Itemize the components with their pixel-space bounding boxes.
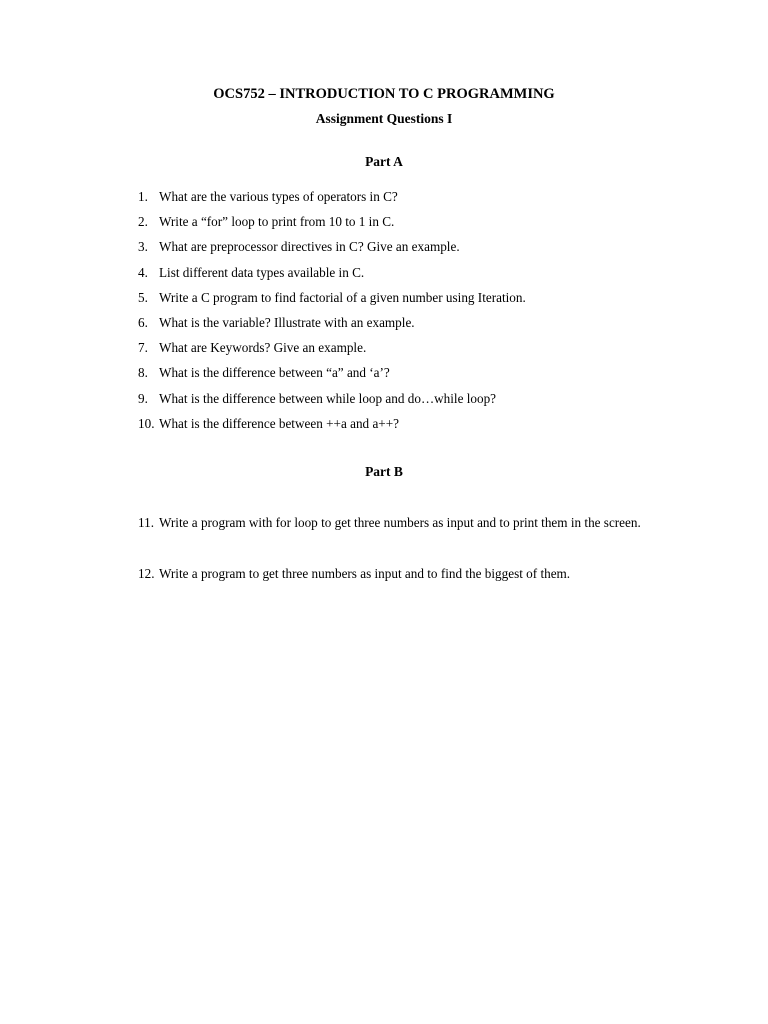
question-number: 5. [138, 289, 148, 305]
question-number: 8. [138, 365, 148, 381]
question-item [0, 561, 768, 586]
question-text: What is the variable? Illustrate with an example. [159, 314, 415, 330]
question-number: 2. [138, 214, 148, 230]
question-item [0, 360, 768, 385]
question-number: 6. [138, 314, 148, 330]
question-item [0, 260, 768, 285]
question-text: What are the various types of operators in C? [159, 189, 398, 204]
question-item [0, 234, 768, 259]
question-item [0, 386, 768, 411]
part-a-heading: Part A [365, 154, 403, 169]
question-text: What are preprocessor directives in C? Give an example. [159, 239, 460, 255]
question-text: What is the difference between ++a and a++? [159, 415, 400, 431]
question-text: Write a C program to find factorial of a given number using Iteration. [159, 289, 526, 305]
question-item [0, 184, 768, 209]
part-b-question-list [0, 510, 768, 586]
question-item [0, 310, 768, 335]
document-title: OCS752 – INTRODUCTION TO C PROGRAMMING [213, 86, 555, 102]
question-text: What is the difference between “a” and ‘a’? [159, 365, 390, 381]
part-b-heading: Part B [365, 464, 403, 479]
question-number: 7. [138, 340, 148, 356]
question-text: What is the difference between while loop and do…while loop? [159, 390, 497, 406]
question-item [0, 285, 768, 310]
part-a-question-list [0, 184, 768, 436]
document-subtitle: Assignment Questions I [315, 111, 453, 126]
question-number: 1. [138, 189, 148, 204]
question-number: 10. [138, 415, 155, 431]
question-number: 4. [138, 264, 148, 280]
question-number: 3. [138, 239, 148, 255]
question-text: Write a “for” loop to print from 10 to 1 in C. [159, 214, 395, 230]
question-number: 12. [138, 566, 155, 581]
question-item [0, 209, 768, 234]
question-item [0, 510, 768, 561]
question-item [0, 335, 768, 360]
question-text: Write a program with for loop to get three numbers as input and to print them in the screen. [159, 515, 641, 530]
question-text: List different data types available in C. [159, 264, 365, 280]
question-number: 11. [138, 515, 154, 530]
question-text: What are Keywords? Give an example. [159, 340, 367, 356]
question-text: Write a program to get three numbers as input and to find the biggest of them. [159, 566, 571, 581]
question-item [0, 411, 768, 436]
question-number: 9. [138, 390, 148, 406]
